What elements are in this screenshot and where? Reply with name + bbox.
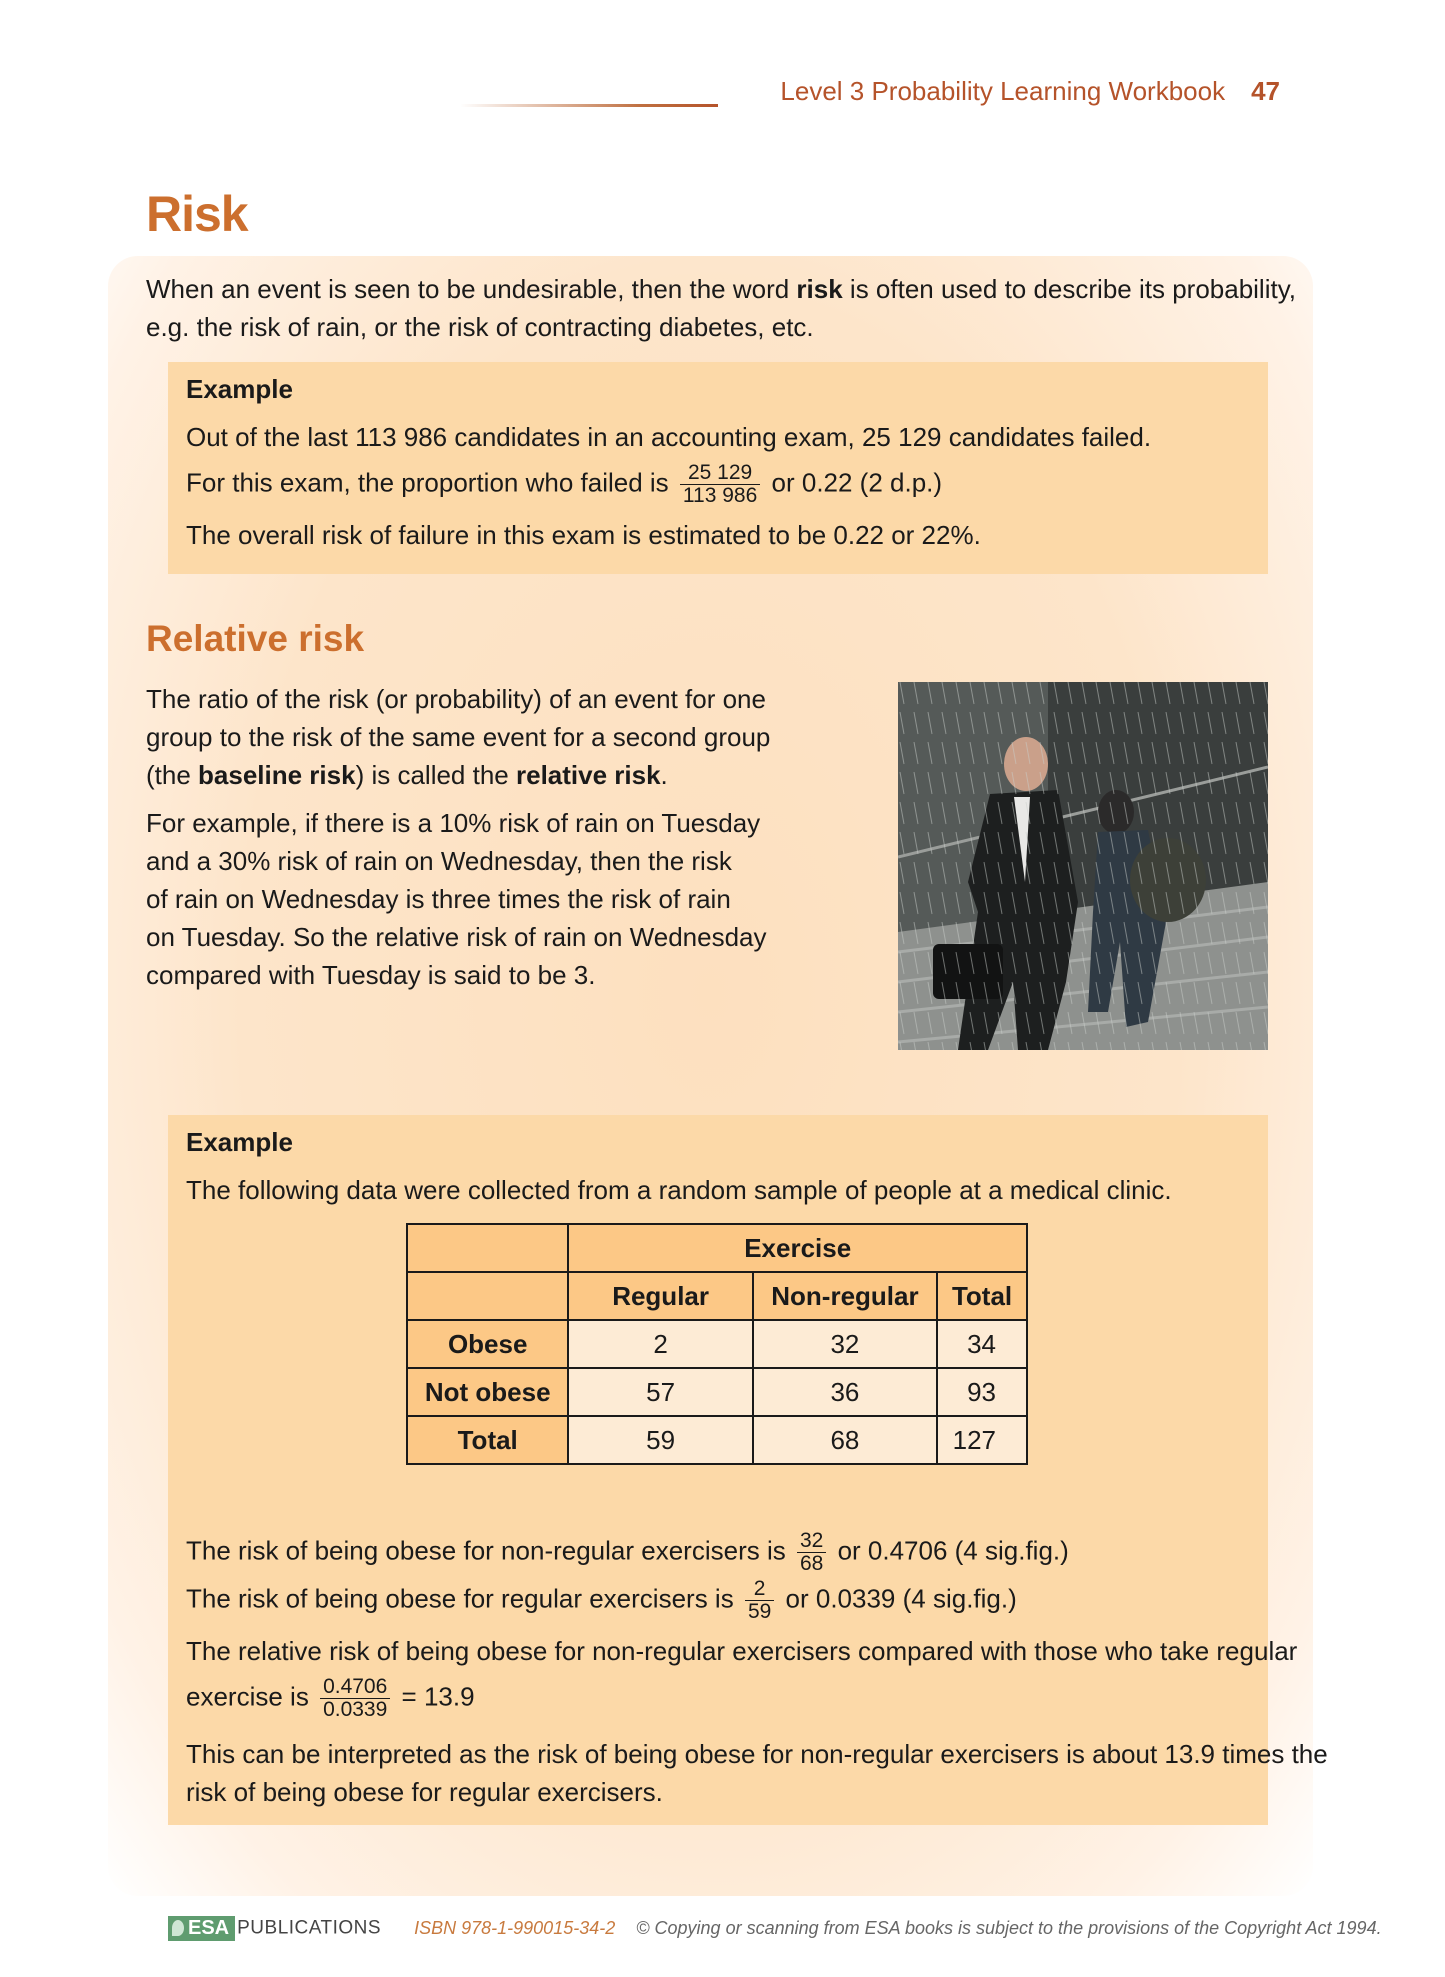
book-title: Level 3 Probability Learning Workbook	[780, 76, 1226, 106]
interpretation: This can be interpreted as the risk of being obese for non-regular exercisers is about 13.9 times the risk of being obese for regular exercisers.	[186, 1739, 1328, 1807]
table-column-header: Total	[937, 1272, 1027, 1320]
rain-photo	[898, 682, 1268, 1050]
example-proportion-line: For this exam, the proportion who failed is $\frac{25 129}{113 986}$ or 0.22 (2 d.p.)	[186, 461, 943, 507]
table-row	[407, 1416, 1027, 1464]
term-baseline-risk: baseline risk	[198, 760, 356, 790]
leaf-icon	[172, 1920, 184, 1936]
example-line: The overall risk of failure in this exam is estimated to be 0.22 or 22%.	[186, 520, 981, 550]
table-cell: 2	[568, 1320, 752, 1368]
header-rule	[460, 104, 718, 107]
esa-logo: ESA	[168, 1916, 235, 1941]
table-cell: 34	[937, 1320, 1027, 1368]
fraction: $\frac{25 129}{113 986}$	[680, 462, 760, 507]
footer	[168, 1916, 1382, 1941]
table-cell: 59	[568, 1416, 752, 1464]
table-row	[407, 1368, 1027, 1416]
table-corner-cell	[407, 1272, 568, 1320]
fraction: $\frac{0.4706}{0.0339}$	[320, 1676, 390, 1721]
calc-line-non-regular: The risk of being obese for non-regular exercisers is $\frac{32}{68}$ or 0.4706 (4 sig.fig.)	[186, 1529, 1069, 1575]
exercise-obesity-table	[406, 1223, 1028, 1465]
fraction: $\frac{2}{59}$	[745, 1578, 774, 1623]
calc-line-relative: The relative risk of being obese for non-regular exercisers compared with those who take regular	[186, 1636, 1298, 1666]
table-cell: 57	[568, 1368, 752, 1416]
rain-photo-illustration	[898, 682, 1268, 1050]
table-row-header: Not obese	[407, 1368, 568, 1416]
isbn: ISBN 978-1-990015-34-2	[414, 1918, 616, 1938]
table-cell: 32	[753, 1320, 937, 1368]
risk-intro: When an event is seen to be undesirable, then the word risk is often used to describe its probability, e.g. the risk of rain, or the risk of contracting diabetes, etc.	[146, 274, 1296, 342]
table-row	[407, 1272, 1027, 1320]
relative-risk-definition: The ratio of the risk (or probability) of an event for one group to the risk of the same event for a second group (the baseline risk) is called the relative risk.	[146, 684, 771, 790]
table-cell: 68	[753, 1416, 937, 1464]
table-corner-cell	[407, 1224, 568, 1272]
table-row-header: Total	[407, 1416, 568, 1464]
fraction: $\frac{32}{68}$	[797, 1530, 826, 1575]
table-row-header: Obese	[407, 1320, 568, 1368]
table-group-header: Exercise	[568, 1224, 1027, 1272]
header-title	[780, 76, 1280, 107]
term-risk: risk	[796, 274, 843, 304]
publisher-name: PUBLICATIONS	[237, 1917, 382, 1939]
table-column-header: Non-regular	[753, 1272, 937, 1320]
table-cell: 127	[937, 1416, 1027, 1464]
page-number: 47	[1251, 76, 1280, 106]
calc-line-regular: The risk of being obese for regular exercisers is $\frac{2}{59}$ or 0.0339 (4 sig.fig.)	[186, 1577, 1017, 1623]
table-cell: 36	[753, 1368, 937, 1416]
section-heading-relative-risk: Relative risk	[146, 618, 365, 659]
calc-line-relative-result: exercise is $\frac{0.4706}{0.0339}$ = 13.9	[186, 1675, 475, 1721]
example-box-1	[168, 362, 1268, 574]
table-row	[407, 1320, 1027, 1368]
table-row	[407, 1224, 1027, 1272]
copyright-notice: © Copying or scanning from ESA books is subject to the provisions of the Copyright Act 1994.	[636, 1918, 1382, 1938]
relative-risk-example: For example, if there is a 10% risk of rain on Tuesday and a 30% risk of rain on Wednesday, then the risk of rain on Wednesday is three times the risk of rain on Tuesday. So the relative risk of rain on Wednesday compared with Tuesday is said to be 3.	[146, 808, 767, 990]
table-cell: 93	[937, 1368, 1027, 1416]
example-heading: Example	[186, 374, 293, 404]
section-heading-risk: Risk	[146, 186, 248, 242]
example-line: Out of the last 113 986 candidates in an accounting exam, 25 129 candidates failed.	[186, 422, 1152, 452]
table-column-header: Regular	[568, 1272, 752, 1320]
example-intro: The following data were collected from a random sample of people at a medical clinic.	[186, 1175, 1172, 1205]
term-relative-risk: relative risk	[515, 760, 661, 790]
running-header	[460, 76, 1280, 116]
example-heading: Example	[186, 1127, 293, 1157]
